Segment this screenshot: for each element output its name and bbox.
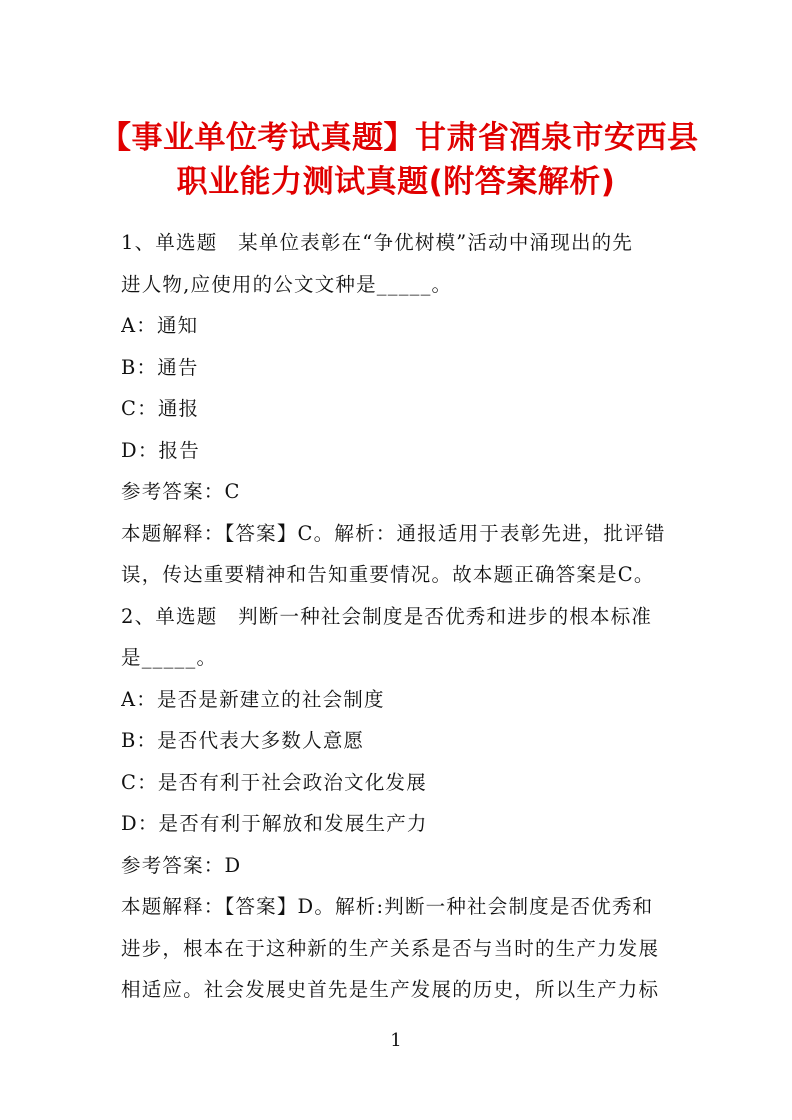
- question-1-option-b: B：通告: [121, 355, 199, 379]
- page-number: 1: [390, 1030, 402, 1051]
- question-2-option-c: C：是否有利于社会政治文化发展: [121, 770, 427, 794]
- question-2-answer: 参考答案：D: [121, 853, 242, 877]
- question-1-option-c: C：通报: [121, 397, 200, 420]
- document-body: [121, 222, 673, 1011]
- question-1-answer: 参考答案：C: [121, 480, 241, 503]
- question-1-explanation-line-1: 本题解释：【答案】C。解析：通报适用于表彰先进，批评错: [121, 521, 666, 545]
- question-1-option-d: D：报告: [121, 438, 200, 462]
- question-2-option-a: A：是否是新建立的社会制度: [121, 687, 385, 711]
- question-1-stem-line-1: 1、单选题 某单位表彰在“争优树模”活动中涌现出的先: [121, 231, 634, 254]
- question-1-stem-line-2: 进人物,应使用的公文文种是_____。: [121, 272, 453, 296]
- question-2-option-d: D：是否有利于解放和发展生产力: [121, 812, 428, 835]
- question-2-option-b: B：是否代表大多数人意愿: [121, 729, 365, 752]
- question-1-option-a: A：通知: [121, 314, 199, 337]
- question-2-explanation-line-2: 进步，根本在于这种新的生产关系是否与当时的生产力发展: [121, 936, 660, 960]
- question-2-stem-line-1: 2、单选题 判断一种社会制度是否优秀和进步的根本标准: [121, 604, 653, 628]
- question-2-explanation-line-3: 相适应。社会发展史首先是生产发展的历史，所以生产力标: [121, 978, 660, 1001]
- question-2-stem-line-2: 是_____。: [121, 646, 218, 669]
- question-1-explanation-line-2: 误，传达重要精神和告知重要情况。故本题正确答案是C。: [121, 563, 655, 586]
- title-line-2: 职业能力测试真题(附答案解析): [176, 164, 616, 200]
- question-2-explanation-line-1: 本题解释：【答案】D。解析:判断一种社会制度是否优秀和: [121, 895, 654, 918]
- title-line-1: 【事业单位考试真题】甘肃省酒泉市安西县: [100, 120, 699, 156]
- document-title: [100, 116, 699, 204]
